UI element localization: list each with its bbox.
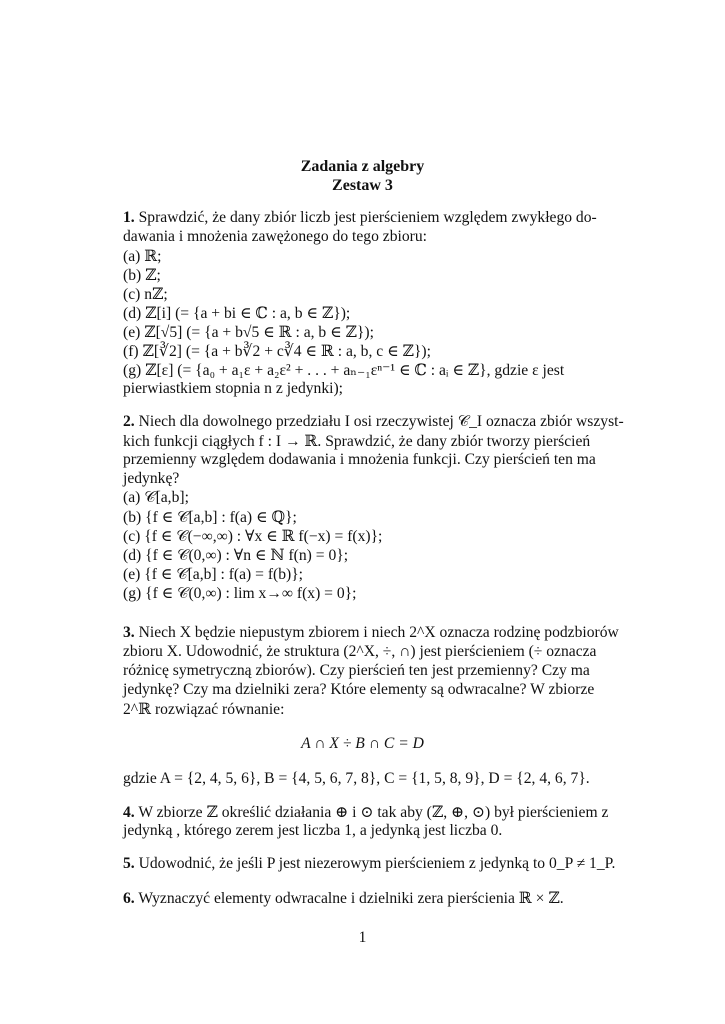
problem-line: różnicę symetryczną zbiorów). Czy pierścień ten jest przemienny? Czy ma — [123, 662, 590, 679]
problem-text: W zbiorze ℤ określić działania ⊕ i ⊙ tak aby (ℤ, ⊕, ⊙) był pierścieniem z — [138, 804, 609, 821]
problem-line: dawania i mnożenia zawężonego do tego zbioru: — [123, 228, 427, 245]
document-title: Zadania z algebry — [300, 158, 425, 175]
problem-line: przemienny względem dodawania i mnożenia funkcji. Czy pierścień ten ma — [123, 451, 596, 468]
problem-item-d: (d) ℤ[i] (= {a + bi ∈ ℂ : a, b ∈ ℤ}); — [123, 305, 351, 322]
problem-text: Udowodnić, że jeśli P jest niezerowym pierścieniem z jedynką to 0_P ≠ 1_P. — [138, 855, 616, 872]
problem-line: jedynkę? — [123, 470, 180, 487]
problem-line — [123, 803, 608, 822]
problem-line — [123, 889, 564, 908]
problem-item-f: (f) ℤ[∛2] (= {a + b∛2 + c∛4 ∈ ℝ : a, b, c ∈ ℤ}); — [123, 343, 431, 360]
problem-line: zbioru X. Udowodnić, że struktura (2^X, ÷, ∩) jest pierścieniem (÷ oznacza — [123, 643, 597, 660]
problem-item-a: (a) ℝ; — [123, 248, 162, 265]
page-number: 1 — [358, 929, 367, 946]
problem-item-e: (e) ℤ[√5] (= {a + b√5 ∈ ℝ : a, b ∈ ℤ}); — [123, 324, 374, 341]
problem-line: jedynką , którego zerem jest liczba 1, a jedynką jest liczba 0. — [123, 822, 503, 839]
problem-number: 6. — [123, 890, 135, 907]
problem-line: kich funkcji ciągłych f : I → ℝ. Sprawdzić, że dany zbiór tworzy pierścień — [123, 433, 591, 450]
document-subtitle: Zestaw 3 — [332, 177, 393, 194]
problem-number: 1. — [123, 209, 135, 226]
problem-line — [123, 413, 624, 431]
problem-line: 2^ℝ rozwiązać równanie: — [123, 701, 285, 718]
problem-text: Niech dla dowolnego przedziału I osi rzeczywistej 𝒞_I oznacza zbiór wszyst- — [138, 413, 624, 430]
problem-line: gdzie A = {2, 4, 5, 6}, B = {4, 5, 6, 7, 8}, C = {1, 5, 8, 9}, D = {2, 4, 6, 7}. — [123, 770, 590, 787]
problem-line: jedynkę? Czy ma dzielniki zera? Które elementy są odwracalne? W zbiorze — [123, 681, 595, 698]
problem-text: Sprawdzić, że dany zbiór liczb jest pierścieniem względem zwykłego do- — [138, 209, 597, 226]
problem-item-c: (c) {f ∈ 𝒞(−∞,∞) : ∀x ∈ ℝ f(−x) = f(x)}; — [123, 528, 383, 545]
problem-item-g: (g) ℤ[ε] (= {a₀ + a₁ε + a₂ε² + . . . + aₙ₋₁εⁿ⁻¹ ∈ ℂ : aᵢ ∈ ℤ}, gdzie ε jest — [123, 362, 565, 379]
problem-item-d: (d) {f ∈ 𝒞(0,∞) : ∀n ∈ ℕ f(n) = 0}; — [123, 547, 349, 564]
problem-item-b: (b) ℤ; — [123, 267, 161, 284]
problem-item-b: (b) {f ∈ 𝒞[a,b] : f(a) ∈ ℚ}; — [123, 509, 297, 526]
equation: A ∩ X ÷ B ∩ C = D — [301, 735, 424, 752]
problem-item-e: (e) {f ∈ 𝒞[a,b] : f(a) = f(b)}; — [123, 566, 304, 583]
problem-text: Niech X będzie niepustym zbiorem i niech 2^X oznacza rodzinę podzbiorów — [138, 624, 619, 641]
problem-item-g: (g) {f ∈ 𝒞(0,∞) : lim x→∞ f(x) = 0}; — [123, 585, 357, 602]
problem-number: 3. — [123, 624, 135, 641]
problem-number: 2. — [123, 413, 135, 430]
problem-text: Wyznaczyć elementy odwracalne i dzielniki zera pierścienia ℝ × ℤ. — [138, 890, 564, 907]
problem-line: pierwiastkiem stopnia n z jedynki); — [123, 380, 343, 397]
problem-number: 4. — [123, 804, 135, 821]
problem-line — [123, 855, 615, 873]
problem-line — [123, 209, 597, 227]
problem-item-a: (a) 𝒞[a,b]; — [123, 489, 189, 506]
problem-item-c: (c) nℤ; — [123, 286, 168, 303]
problem-line — [123, 624, 619, 642]
problem-number: 5. — [123, 855, 135, 872]
